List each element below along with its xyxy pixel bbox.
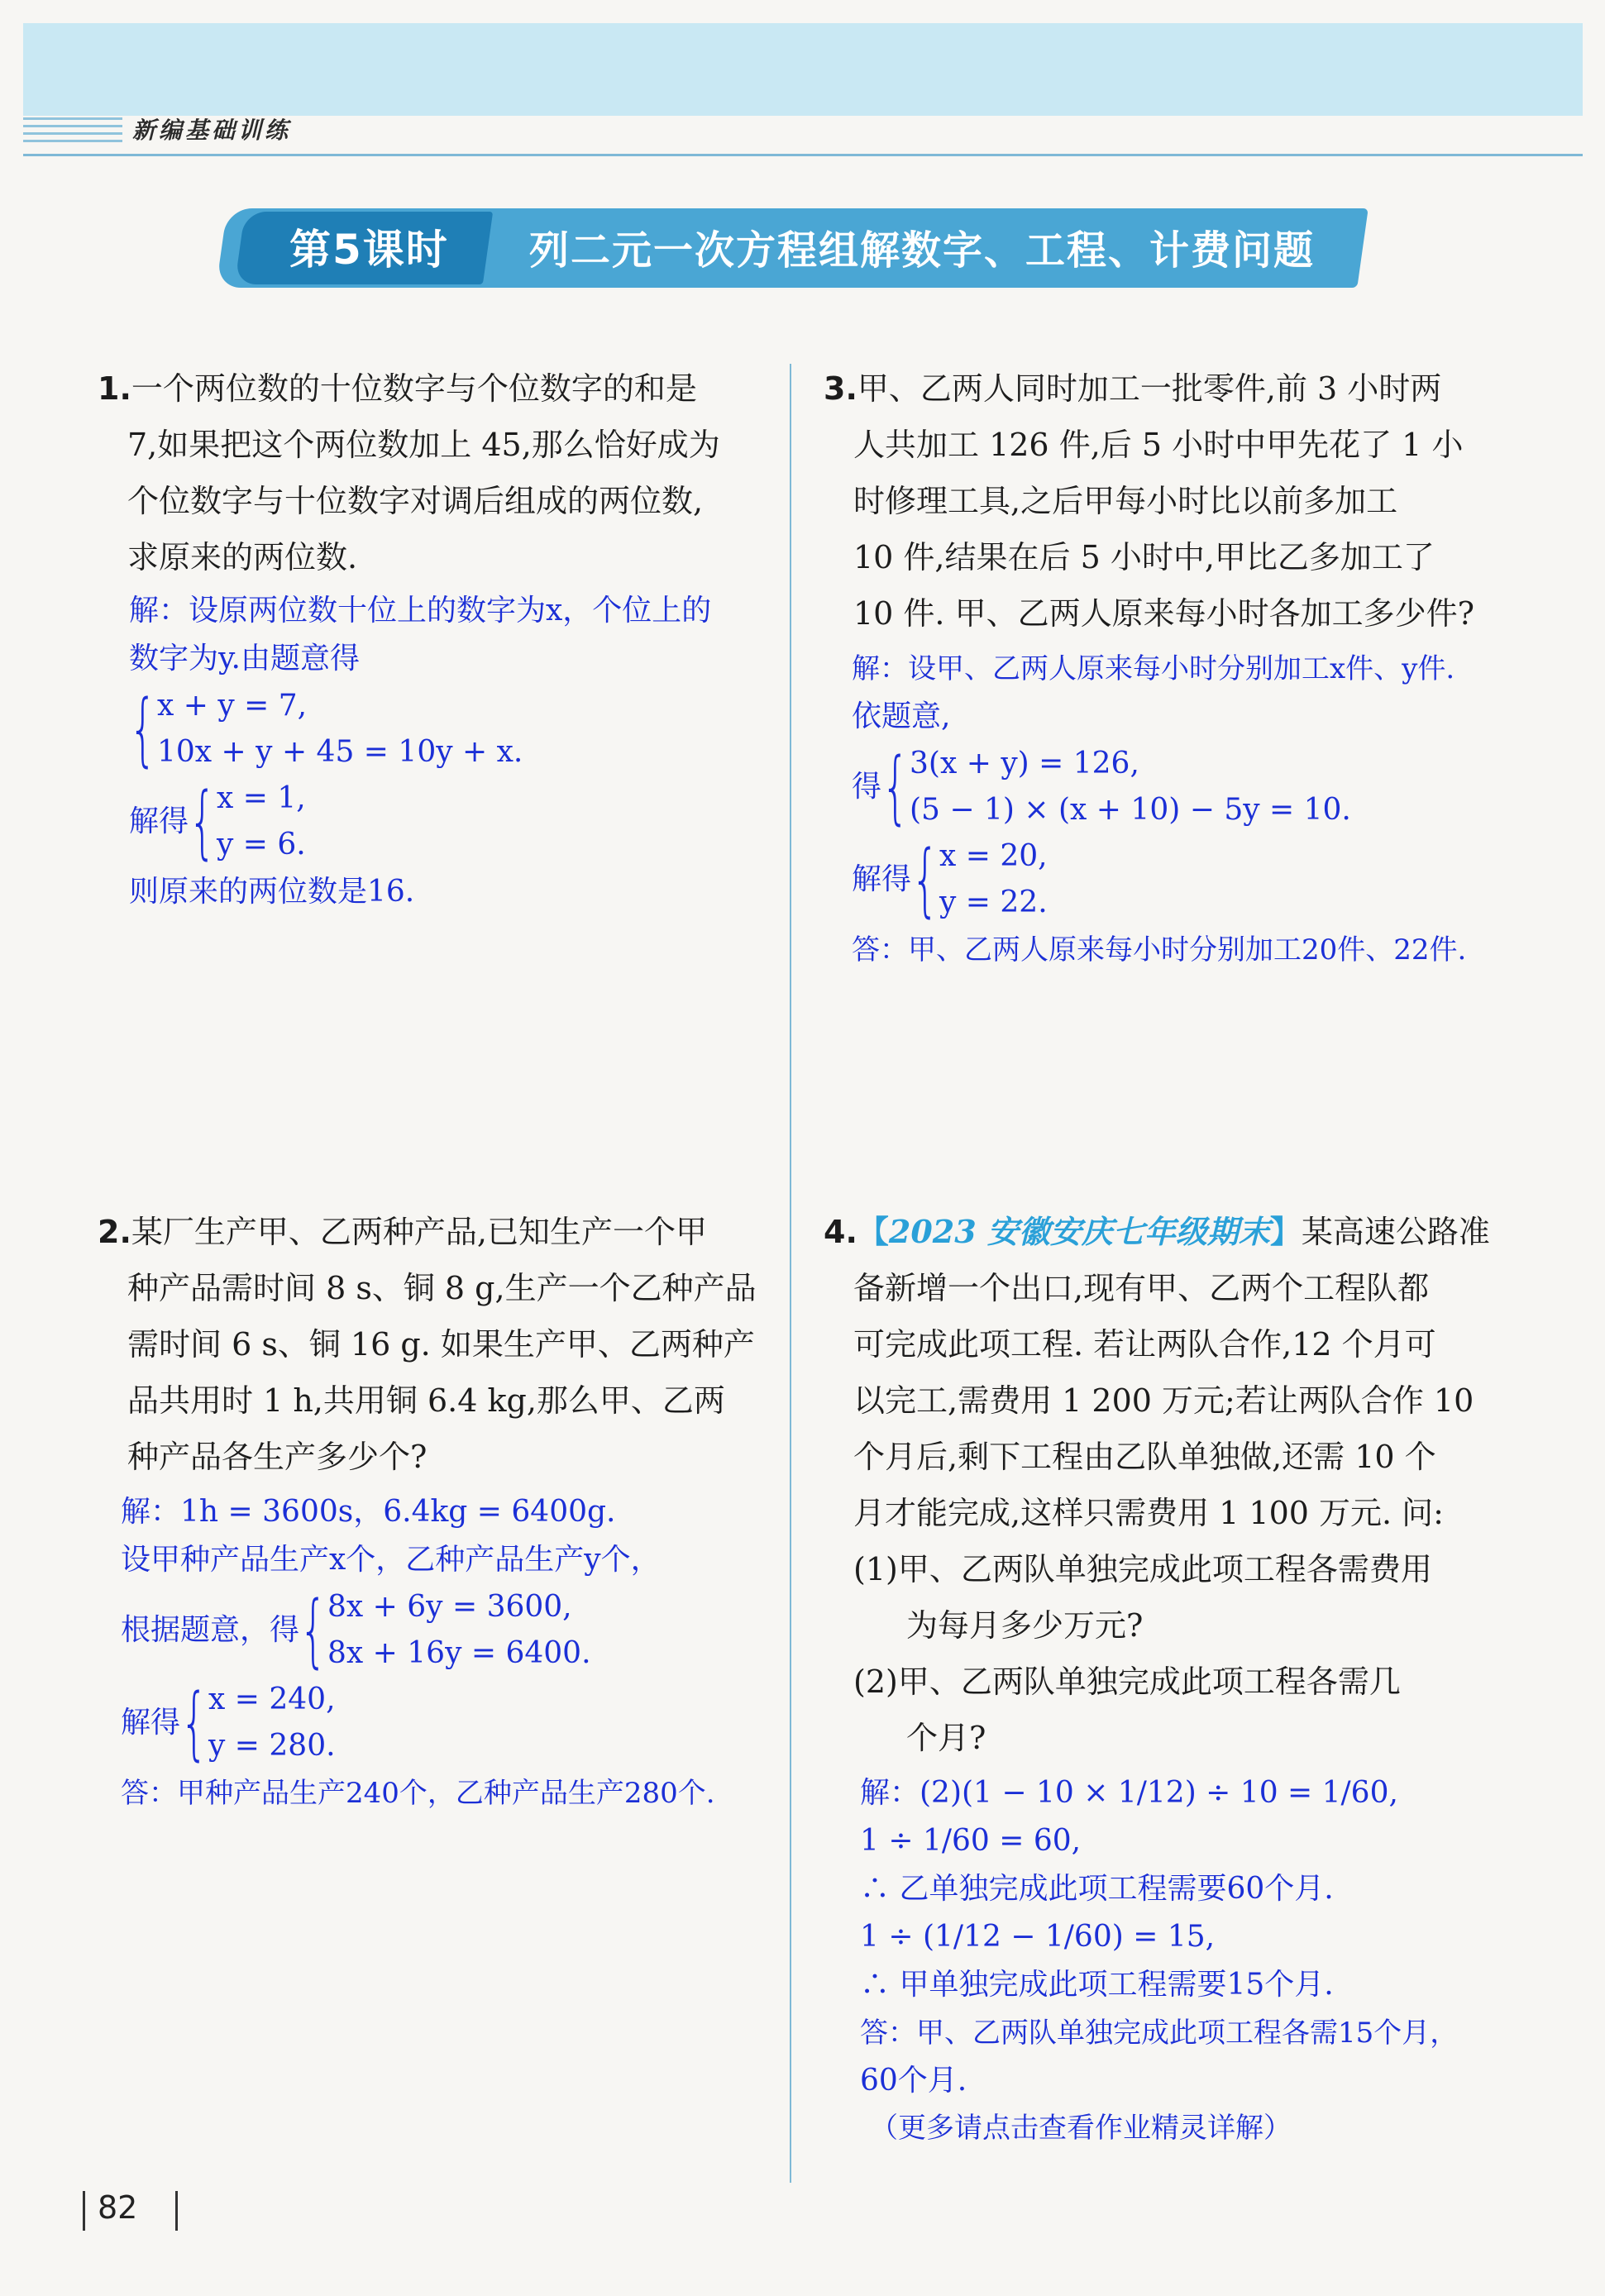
header-rule: [23, 116, 1583, 157]
problem-number: 4.: [824, 1214, 857, 1250]
problem-number: 3.: [824, 370, 857, 407]
answer-4: 解：(2)(1 − 10 × 1/12) ÷ 10 = 1/60, 1 ÷ 1/60 = 60, ∴ 乙单独完成此项工程需要60个月. 1 ÷ (1/12 − 1/60) = 15, ∴ 甲单独完成此项工程需要15个月. 答：甲、乙两队单独完成此项工程各需15个月， 60个月.: [860, 1776, 1459, 2098]
solution-system: 解得 { x = 240, y = 280.: [121, 1677, 336, 1769]
problem-source: 2023 安徽安庆七年级期末: [888, 1213, 1270, 1250]
column-divider: [790, 364, 791, 2183]
answer-2: 解：1h = 3600s，6.4kg = 6400g. 设甲种产品生产x个，乙种产品生产y个， 根据题意，得 { 8x + 6y = 3600, 8x + 16y = 6400. 解得 { x = 240, y = 280. 答：甲种产品生产240个，乙种产品生产280个.: [121, 1488, 782, 1817]
equation-system: 根据题意，得 { 8x + 6y = 3600, 8x + 16y = 6400.: [121, 1584, 591, 1677]
equation-system: { x + y = 7, 10x + y + 45 = 10y + x.: [129, 683, 523, 776]
solution-system: 解得 { x = 20, y = 22.: [852, 833, 1048, 926]
solution-system: 解得 { x = 1, y = 6.: [129, 776, 306, 868]
problem-2: 2.某厂生产甲、乙两种产品,已知生产一个甲 种产品需时间 8 s、铜 8 g,生产一个乙种产品 需时间 6 s、铜 16 g. 如果生产甲、乙两种产 品共用时 1 h,共用铜 6.4 kg,那么甲、乙两 种产品各生产多少个?: [98, 1214, 757, 1475]
header-band: [23, 23, 1583, 116]
problem-number: 2.: [98, 1214, 131, 1250]
problem-number: 1.: [98, 370, 131, 407]
equation-system: 得 { 3(x + y) = 126, (5 − 1) × (x + 10) − 5y = 10.: [852, 741, 1351, 833]
series-title: 新编基础训练: [132, 117, 292, 144]
page-number: 82: [98, 2189, 138, 2226]
more-solutions-link[interactable]: （更多请点击查看作业精灵详解）: [870, 2112, 1292, 2145]
answer-3: 解：设甲、乙两人原来每小时分别加工x件、y件. 依题意, 得 { 3(x + y) = 126, (5 − 1) × (x + 10) − 5y = 10. 解得 { x = 20, y = 22. 答：甲、乙两人原来每小时分别加工20件、22件.: [852, 645, 1579, 974]
problem-4: 4.【2023 安徽安庆七年级期末】某高速公路准 备新增一个出口,现有甲、乙两个工程队都 可完成此项工程. 若让两队合作,12 个月可 以完工,需费用 1 200 万元;若让两队合作 10 个月后,剩下工程由乙队单独做,还需 10 个 月才能完成,这样只需费用 1 100 万元. 问: (1)甲、乙两队单独完成此项工程各需费用 为每月多少万元? (2)甲、乙两队单独完成此项工程各需几 个月?: [824, 1204, 1568, 1766]
problem-1: 1.一个两位数的十位数字与个位数字的和是 7,如果把这个两位数加上 45,那么恰好成为 个位数字与十位数字对调后组成的两位数, 求原来的两位数.: [98, 370, 720, 575]
sub-question-2: (2)甲、乙两队单独完成此项工程各需几: [853, 1664, 1401, 1700]
answer-1: 解：设原两位数十位上的数字为x，个位上的 数字为y.由题意得 { x + y = 7, 10x + y + 45 = 10y + x. 解得 { x = 1, y = 6. 则原来的两位数是16.: [129, 587, 782, 916]
problem-3: 3.甲、乙两人同时加工一批零件,前 3 小时两 人共加工 126 件,后 5 小时中甲先花了 1 小 时修理工具,之后甲每小时比以前多加工 10 件,结果在后 5 小时中,甲比乙多加工了 10 件. 甲、乙两人原来每小时各加工多少件?: [824, 370, 1474, 632]
lesson-number: 第5课时: [289, 226, 449, 274]
lesson-title: 列二元一次方程组解数字、工程、计费问题: [529, 227, 1316, 274]
page-number-bar-right: [175, 2191, 178, 2231]
page-number-bar-left: [83, 2191, 85, 2231]
sub-question-1: (1)甲、乙两队单独完成此项工程各需费用: [853, 1551, 1432, 1587]
